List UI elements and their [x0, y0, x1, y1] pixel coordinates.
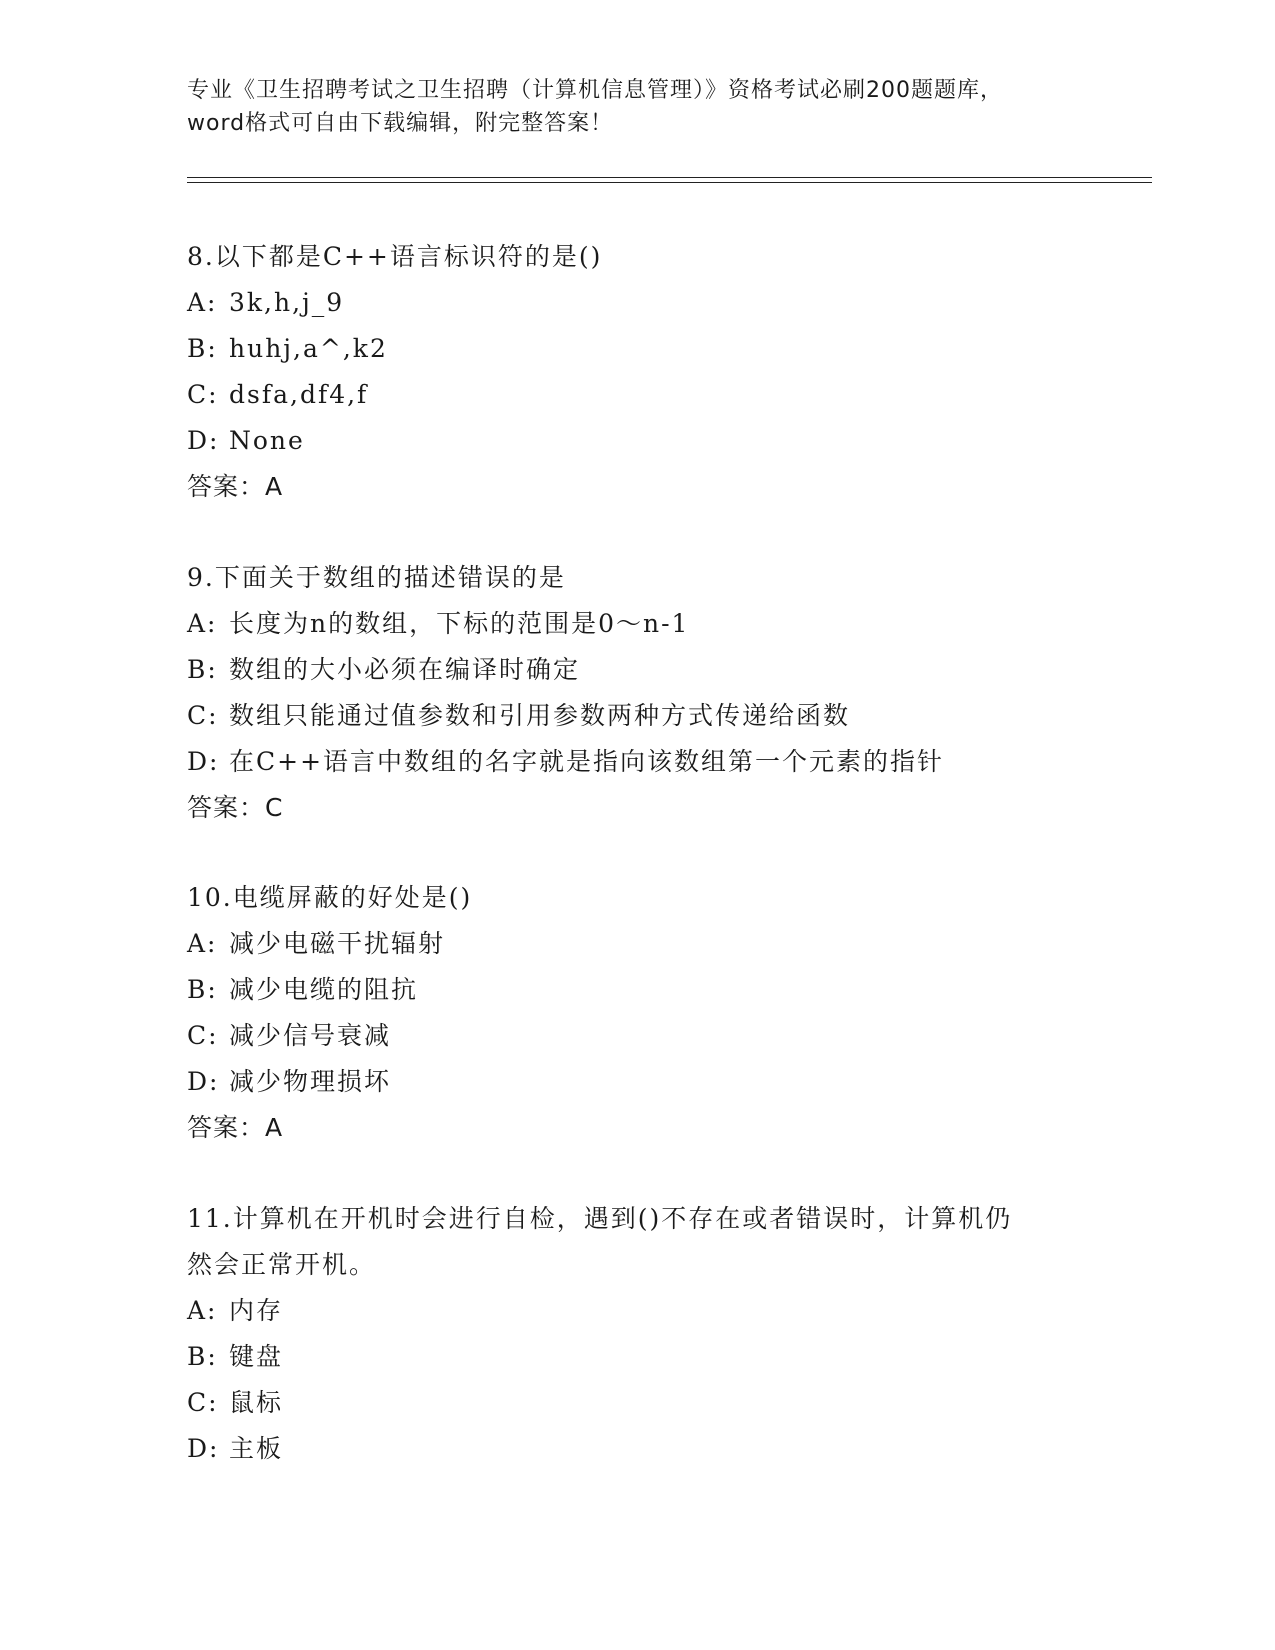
option-text: None — [229, 426, 305, 455]
question-9 — [187, 555, 1087, 831]
question-10 — [187, 875, 1087, 1151]
answer-label: 答案： — [187, 472, 266, 501]
option-text: huhj,a^,k2 — [229, 334, 388, 363]
answer-line — [187, 1105, 1087, 1151]
answer-value: C — [265, 793, 284, 822]
option-text: 长度为n的数组，下标的范围是0～n-1 — [229, 609, 690, 638]
option-text: 键盘 — [229, 1342, 284, 1371]
option-letter: A: — [187, 609, 218, 638]
option-text: 数组只能通过值参数和引用参数两种方式传递给函数 — [229, 701, 851, 730]
option-letter: D: — [187, 1067, 220, 1096]
header-divider-top — [187, 177, 1152, 178]
option-c — [187, 1380, 1087, 1426]
option-letter: C: — [187, 380, 219, 409]
question-stem: 11.计算机在开机时会进行自检，遇到()不存在或者错误时，计算机仍 — [187, 1204, 1013, 1233]
option-text: 减少信号衰减 — [229, 1021, 392, 1050]
option-c — [187, 693, 1087, 739]
option-a — [187, 280, 1087, 326]
option-text: dsfa,df4,f — [229, 380, 369, 409]
option-text: 减少电磁干扰辐射 — [229, 929, 446, 958]
answer-value: A — [265, 1113, 284, 1142]
option-text: 鼠标 — [229, 1388, 284, 1417]
option-letter: B: — [187, 334, 218, 363]
option-letter: D: — [187, 1434, 220, 1463]
document-header — [187, 74, 1087, 140]
option-letter: A: — [187, 929, 218, 958]
option-letter: C: — [187, 701, 219, 730]
option-c — [187, 1013, 1087, 1059]
option-text: 在C++语言中数组的名字就是指向该数组第一个元素的指针 — [229, 747, 945, 776]
option-b — [187, 647, 1087, 693]
question-11 — [187, 1196, 1087, 1472]
answer-label: 答案： — [187, 793, 266, 822]
option-c — [187, 372, 1087, 418]
question-stem-continued: 然会正常开机。 — [187, 1250, 377, 1279]
header-divider-bottom — [187, 182, 1152, 183]
option-text: 减少物理损坏 — [229, 1067, 392, 1096]
option-letter: C: — [187, 1021, 219, 1050]
answer-value: A — [265, 472, 284, 501]
answer-label: 答案： — [187, 1113, 266, 1142]
option-d — [187, 1059, 1087, 1105]
question-stem: 8.以下都是C++语言标识符的是() — [187, 242, 603, 271]
option-text: 内存 — [229, 1296, 284, 1325]
option-a — [187, 1288, 1087, 1334]
header-line-2: word格式可自由下载编辑，附完整答案！ — [187, 111, 614, 136]
option-text: 数组的大小必须在编译时确定 — [229, 655, 581, 684]
option-b — [187, 326, 1087, 372]
option-d — [187, 739, 1087, 785]
option-letter: B: — [187, 655, 218, 684]
option-d — [187, 418, 1087, 464]
question-8 — [187, 234, 1087, 510]
option-a — [187, 601, 1087, 647]
option-letter: B: — [187, 975, 218, 1004]
option-d — [187, 1426, 1087, 1472]
answer-line — [187, 785, 1087, 831]
question-stem: 10.电缆屏蔽的好处是() — [187, 883, 473, 912]
option-letter: D: — [187, 426, 220, 455]
question-stem: 9.下面关于数组的描述错误的是 — [187, 563, 566, 592]
option-b — [187, 1334, 1087, 1380]
option-letter: C: — [187, 1388, 219, 1417]
header-line-1: 专业《卫生招聘考试之卫生招聘（计算机信息管理）》资格考试必刷200题题库， — [187, 78, 1003, 103]
option-a — [187, 921, 1087, 967]
option-text: 减少电缆的阻抗 — [229, 975, 419, 1004]
answer-line — [187, 464, 1087, 510]
option-letter: A: — [187, 1296, 218, 1325]
option-b — [187, 967, 1087, 1013]
option-text: 3k,h,j_9 — [229, 288, 345, 317]
option-letter: D: — [187, 747, 220, 776]
option-text: 主板 — [229, 1434, 284, 1463]
option-letter: A: — [187, 288, 218, 317]
option-letter: B: — [187, 1342, 218, 1371]
